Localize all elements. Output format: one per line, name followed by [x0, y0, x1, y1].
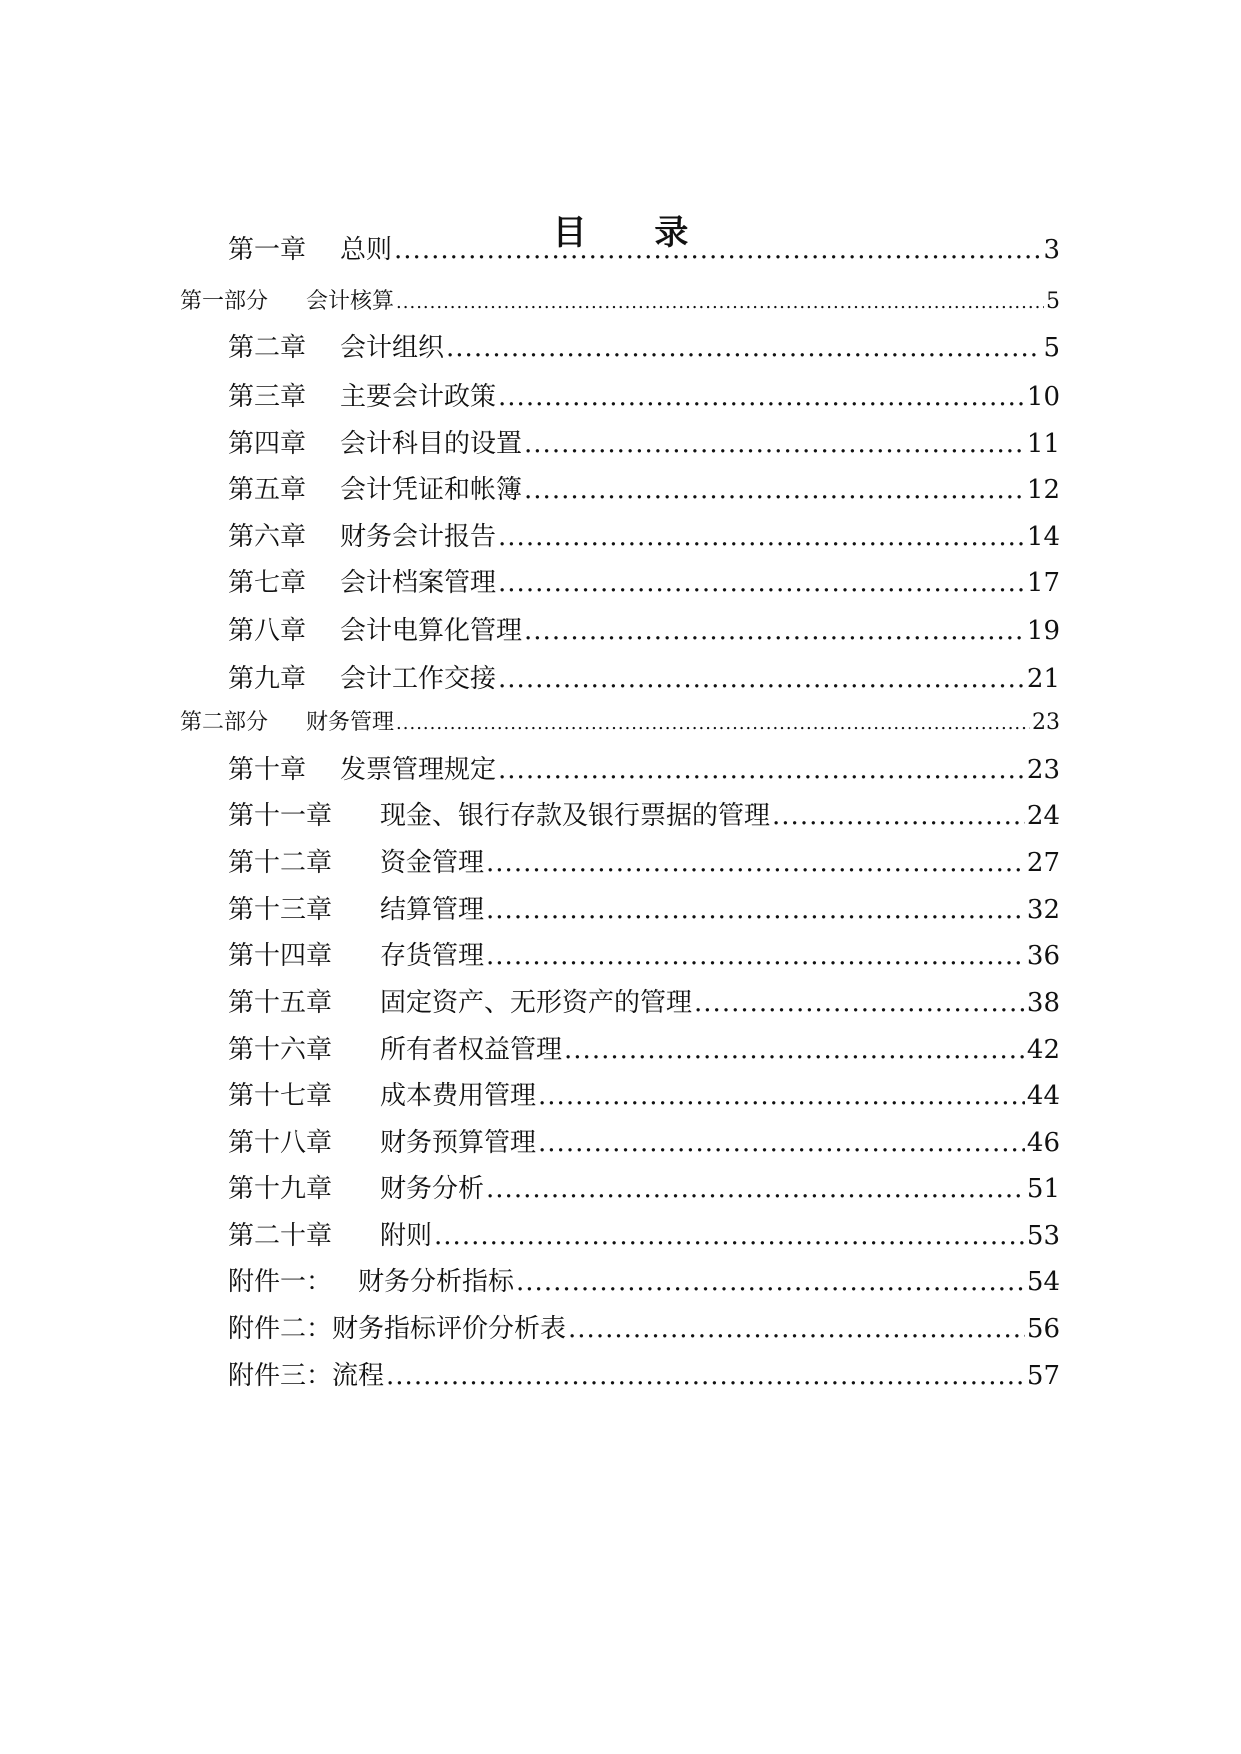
- toc-entry-number: 第一章: [228, 235, 307, 265]
- toc-part-entry[interactable]: [180, 703, 1060, 743]
- toc-dot-leader: [486, 936, 1025, 976]
- toc-entry[interactable]: [228, 750, 1060, 790]
- toc-entry-title: 成本费用管理: [380, 1081, 537, 1111]
- toc-page-number: 27: [1026, 848, 1060, 878]
- toc-dot-leader: [498, 659, 1025, 699]
- toc-entry-title: 发票管理规定: [340, 755, 497, 785]
- toc-entry-title: 存货管理: [380, 941, 485, 971]
- toc-entry-title: 会计电算化管理: [340, 616, 523, 646]
- toc-entry-number: 第二章: [228, 333, 307, 363]
- toc-entry[interactable]: [228, 796, 1060, 836]
- toc-page-number: 21: [1026, 664, 1060, 694]
- toc-dot-leader: [498, 750, 1025, 790]
- toc-page-number: 24: [1026, 801, 1060, 831]
- toc-entry[interactable]: [228, 377, 1060, 417]
- toc-entry[interactable]: [228, 1216, 1060, 1256]
- toc-entry[interactable]: [228, 1030, 1060, 1070]
- toc-entry-title: 会计档案管理: [340, 568, 497, 598]
- toc-dot-leader: [524, 611, 1025, 651]
- toc-entry-title: 结算管理: [380, 895, 485, 925]
- toc-entry-number: 第二十章: [228, 1221, 333, 1251]
- toc-page-number: 17: [1026, 568, 1060, 598]
- toc-page-number: 36: [1026, 941, 1060, 971]
- toc-dot-leader: [516, 1262, 1025, 1302]
- toc-entry-number: 第十四章: [228, 941, 333, 971]
- toc-page-number: 11: [1026, 429, 1060, 459]
- toc-page-number: 5: [1043, 333, 1060, 363]
- toc-entry[interactable]: [228, 890, 1060, 930]
- toc-entry[interactable]: [228, 843, 1060, 883]
- toc-page-number: 38: [1026, 988, 1060, 1018]
- toc-entry[interactable]: [228, 659, 1060, 699]
- toc-dot-leader: [486, 890, 1025, 930]
- toc-entry-title: 财务指标评价分析表: [332, 1314, 567, 1344]
- toc-entry[interactable]: [228, 563, 1060, 603]
- toc-entry[interactable]: [228, 424, 1060, 464]
- toc-entry-number: 第八章: [228, 616, 307, 646]
- toc-dot-leader: [498, 517, 1025, 557]
- toc-page-number: 54: [1026, 1267, 1060, 1297]
- toc-page-number: 53: [1026, 1221, 1060, 1251]
- toc-page-number: 57: [1026, 1361, 1060, 1391]
- toc-entry-title: 主要会计政策: [340, 382, 497, 412]
- toc-page-number: 32: [1026, 895, 1060, 925]
- toc-page-number: 12: [1026, 475, 1060, 505]
- toc-dot-leader: [446, 328, 1041, 368]
- toc-entry-number: 第十章: [228, 755, 307, 785]
- toc-entry-number: 附件一：: [228, 1267, 333, 1297]
- toc-entry[interactable]: [228, 1123, 1060, 1163]
- toc-entry-title: 附则: [380, 1221, 433, 1251]
- toc-dot-leader: [498, 377, 1025, 417]
- toc-page-number: 23: [1032, 710, 1060, 735]
- toc-entry-number: 第七章: [228, 568, 307, 598]
- toc-entry-title: 会计凭证和帐簿: [340, 475, 523, 505]
- toc-entry-number: 第六章: [228, 522, 307, 552]
- toc-entry-number: 第十二章: [228, 848, 333, 878]
- toc-dot-leader: [538, 1076, 1025, 1116]
- toc-entry[interactable]: [228, 983, 1060, 1023]
- toc-dot-leader: [498, 563, 1025, 603]
- toc-entry-number: 第五章: [228, 475, 307, 505]
- toc-entry[interactable]: [228, 470, 1060, 510]
- toc-entry-title: 会计工作交接: [340, 664, 497, 694]
- toc-entry-title: 财务管理: [306, 710, 395, 735]
- toc-entry[interactable]: [228, 1309, 1060, 1349]
- toc-entry-title: 会计核算: [306, 289, 395, 314]
- toc-entry[interactable]: [228, 936, 1060, 976]
- toc-entry-number: 附件二：: [228, 1314, 333, 1344]
- toc-entry[interactable]: [228, 230, 1060, 270]
- toc-entry-title: 财务会计报告: [340, 522, 497, 552]
- toc-entry-number: 第十八章: [228, 1128, 333, 1158]
- toc-page-number: 14: [1026, 522, 1060, 552]
- toc-entry[interactable]: [228, 328, 1060, 368]
- toc-dot-leader: [394, 230, 1041, 270]
- toc-entry-number: 第一部分: [180, 289, 269, 314]
- toc-page-number: 5: [1046, 289, 1060, 314]
- toc-dot-leader: [524, 470, 1025, 510]
- toc-page-number: 46: [1026, 1128, 1060, 1158]
- toc-page-number: 51: [1026, 1174, 1060, 1204]
- toc-entry[interactable]: [228, 517, 1060, 557]
- toc-dot-leader: [568, 1309, 1025, 1349]
- toc-dot-leader: [386, 1356, 1025, 1396]
- toc-part-entry[interactable]: [180, 282, 1060, 322]
- toc-dot-leader: [396, 283, 1044, 323]
- toc-entry-number: 第十一章: [228, 801, 333, 831]
- toc-page-number: 19: [1026, 616, 1060, 646]
- toc-entry-number: 第二部分: [180, 710, 269, 735]
- toc-entry-number: 第十五章: [228, 988, 333, 1018]
- page-title: 目 录: [552, 213, 717, 253]
- toc-entry-number: 第十三章: [228, 895, 333, 925]
- toc-entry-number: 第十七章: [228, 1081, 333, 1111]
- toc-entry-title: 固定资产、无形资产的管理: [380, 988, 693, 1018]
- toc-dot-leader: [772, 796, 1025, 836]
- toc-entry-title: 资金管理: [380, 848, 485, 878]
- toc-page-number: 44: [1026, 1081, 1060, 1111]
- toc-entry-number: 附件三：: [228, 1361, 333, 1391]
- toc-entry[interactable]: [228, 611, 1060, 651]
- toc-entry-title: 所有者权益管理: [380, 1035, 563, 1065]
- toc-dot-leader: [538, 1123, 1025, 1163]
- toc-entry-number: 第十九章: [228, 1174, 333, 1204]
- toc-entry-number: 第十六章: [228, 1035, 333, 1065]
- toc-entry-number: 第三章: [228, 382, 307, 412]
- toc-entry-title: 流程: [332, 1361, 385, 1391]
- toc-page-number: 56: [1026, 1314, 1060, 1344]
- toc-page-number: 42: [1026, 1035, 1060, 1065]
- toc-dot-leader: [524, 424, 1025, 464]
- toc-entry-title: 财务预算管理: [380, 1128, 537, 1158]
- toc-entry-title: 会计组织: [340, 333, 445, 363]
- toc-dot-leader: [694, 983, 1025, 1023]
- toc-entry-number: 第九章: [228, 664, 307, 694]
- toc-dot-leader: [434, 1216, 1025, 1256]
- toc-entry[interactable]: [228, 1169, 1060, 1209]
- toc-entry-title: 财务分析指标: [358, 1267, 515, 1297]
- toc-entry-title: 会计科目的设置: [340, 429, 523, 459]
- toc-entry-number: 第四章: [228, 429, 307, 459]
- toc-dot-leader: [486, 843, 1025, 883]
- toc-entry-title: 总则: [340, 235, 393, 265]
- toc-entry[interactable]: [228, 1356, 1060, 1396]
- toc-entry-title: 财务分析: [380, 1174, 485, 1204]
- toc-page-number: 23: [1026, 755, 1060, 785]
- toc-dot-leader: [396, 704, 1030, 744]
- toc-entry[interactable]: [228, 1076, 1060, 1116]
- toc-entry[interactable]: [228, 1262, 1060, 1302]
- toc-page-number: 3: [1043, 235, 1060, 265]
- toc-dot-leader: [486, 1169, 1025, 1209]
- toc-entry-title: 现金、银行存款及银行票据的管理: [380, 801, 771, 831]
- toc-dot-leader: [564, 1030, 1025, 1070]
- toc-page-number: 10: [1026, 382, 1060, 412]
